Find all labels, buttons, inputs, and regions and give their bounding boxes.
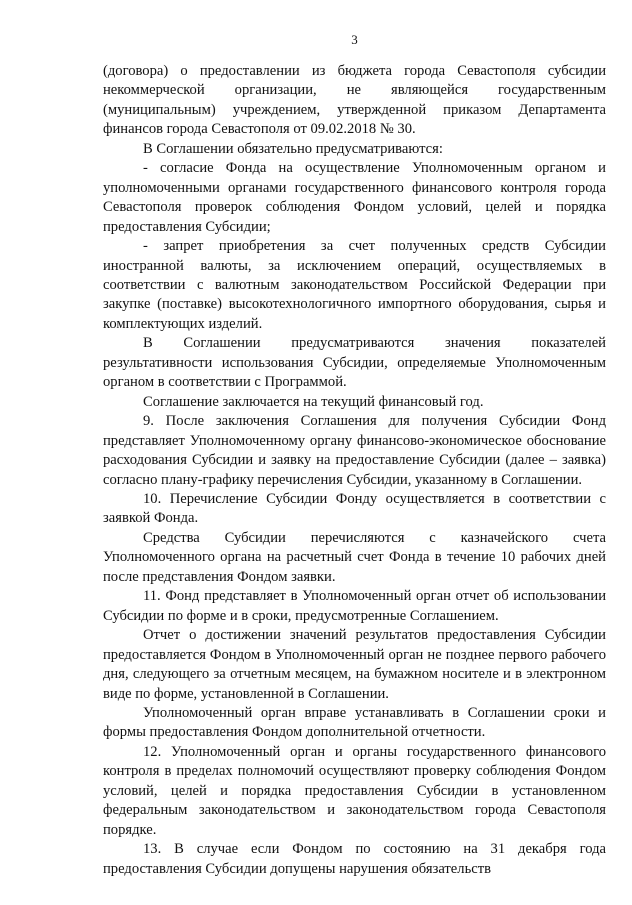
paragraph-agreement-term: Соглашение заключается на текущий финансовый год.	[143, 393, 484, 410]
paragraph-item-12: 12. Уполномоченный орган и органы государственного финансового контроля в пределах полномочий осуществляют проверку соблюдения Фондом условий, целей и порядка предоставления Субсидии в установленном федеральным законодательством и законодательством города Севастополя порядке.	[103, 743, 606, 838]
paragraph-contract-continuation: (договора) о предоставлении из бюджета города Севастополя субсидии некоммерческой организации, не являющейся государственным (муниципальным) учреждением, утвержденной приказом Департамента финансов города Севастополя от 09.02.2018 № 30.	[103, 63, 606, 138]
paragraph-agreement-provisions: В Соглашении обязательно предусматриваются:	[143, 140, 443, 157]
paragraph-results-report: Отчет о достижении значений результатов предоставления Субсидии предоставляется Фондом в Уполномоченный орган не позднее первого рабочего дня, следующего за отчетным месяцем, на бумажном носителе и в электронном виде по форме, установленной в Соглашении.	[103, 627, 606, 702]
paragraph-item-11: 11. Фонд представляет в Уполномоченный орган отчет об использовании Субсидии по форме и в сроки, предусмотренные Соглашением.	[103, 588, 606, 624]
paragraph-consent-to-inspections: - согласие Фонда на осуществление Уполномоченным органом и уполномоченными органами государственного финансового контроля города Севастополя проверок соблюдения Фондом условий, целей и порядка предоставления Субсидии;	[103, 160, 606, 235]
paragraph-currency-ban: - запрет приобретения за счет полученных средств Субсидии иностранной валюты, за исключением операций, осуществляемых в соответствии с валютным законодательством Российской Федерации при закупке (поставке) высокотехнологичного импортного оборудования, сырья и комплектующих изделий.	[103, 238, 606, 332]
paragraph-item-10: 10. Перечисление Субсидии Фонду осуществляется в соответствии с заявкой Фонда.	[103, 490, 606, 527]
document-body	[103, 62, 606, 879]
page-number: 3	[351, 32, 358, 47]
paragraph-item-13: 13. В случае если Фондом по состоянию на 31 декабря года предоставления Субсидии допущены нарушения обязательств	[103, 841, 606, 877]
paragraph-performance-indicators: В Соглашении предусматриваются значения показателей результативности использования Субсидии, определяемые Уполномоченным органом в соответствии с Программой.	[103, 335, 606, 391]
paragraph-transfer-of-funds: Средства Субсидии перечисляются с казначейского счета Уполномоченного органа на расчетный счет Фонда в течение 10 рабочих дней после представления Фондом заявки.	[103, 529, 606, 585]
paragraph-additional-reporting: Уполномоченный орган вправе устанавливать в Соглашении сроки и формы предоставления Фондом дополнительной отчетности.	[103, 704, 606, 741]
paragraph-item-9: 9. После заключения Соглашения для получения Субсидии Фонд представляет Уполномоченному органу финансово-экономическое обоснование расходования Субсидии и заявку на предоставление Субсидии (далее – заявка) согласно плану-графику перечисления Субсидии, указанному в Соглашении.	[103, 413, 606, 488]
